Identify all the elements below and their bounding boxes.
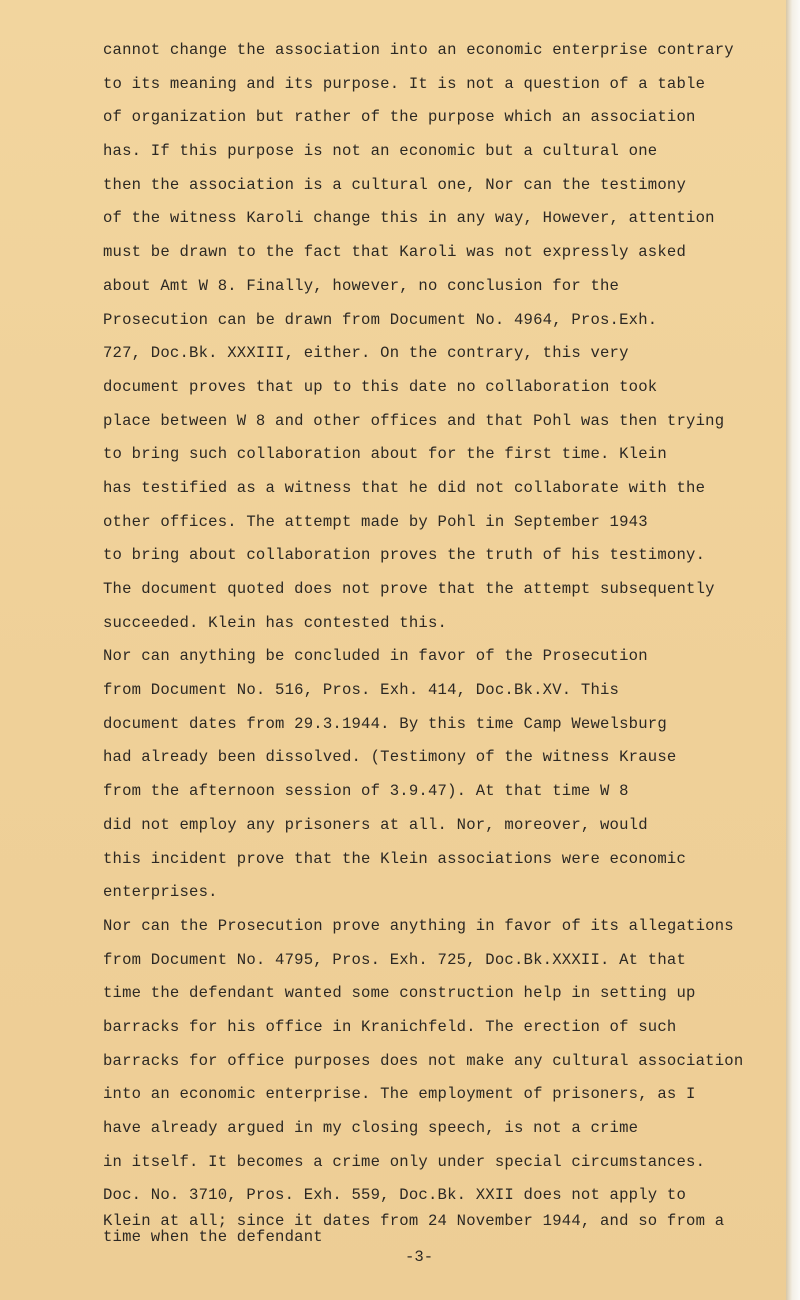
text-line: from the afternoon session of 3.9.47). At that time W 8: [103, 782, 629, 801]
text-line: enterprises.: [103, 883, 218, 902]
text-line: from Document No. 4795, Pros. Exh. 725, Doc.Bk.XXXII. At that: [103, 950, 687, 969]
text-line: then the association is a cultural one, Nor can the testimony: [103, 175, 687, 194]
text-line: in itself. It becomes a crime only under special circumstances.: [103, 1152, 706, 1171]
text-line: barracks for office purposes does not make any cultural association: [103, 1051, 744, 1070]
page-edge-shadow: [786, 0, 800, 1300]
text-line: document proves that up to this date no collaboration took: [103, 377, 658, 396]
text-line: Klein at all; since it dates from 24 November 1944, and so from a: [103, 1212, 725, 1231]
text-line: to bring such collaboration about for the first time. Klein: [103, 445, 667, 464]
text-line: Doc. No. 3710, Pros. Exh. 559, Doc.Bk. XXII does not apply to: [103, 1186, 687, 1205]
text-line: cannot change the association into an economic enterprise contrary: [103, 41, 734, 59]
document-body: [103, 34, 773, 1245]
text-line: time when the defendant: [103, 1228, 323, 1247]
text-line: have already argued in my closing speech, is not a crime: [103, 1119, 639, 1137]
text-line: Nor can the Prosecution prove anything in favor of its allegations: [103, 916, 734, 935]
text-line: place between W 8 and other offices and that Pohl was then trying: [103, 411, 725, 430]
text-line: has testified as a witness that he did not collaborate with the: [103, 478, 706, 497]
page-number: -3-: [405, 1248, 434, 1266]
text-line: document dates from 29.3.1944. By this time Camp Wewelsburg: [103, 714, 667, 733]
text-line: of organization but rather of the purpose which an association: [103, 108, 696, 127]
text-line: this incident prove that the Klein associations were economic: [103, 849, 687, 868]
text-line: has. If this purpose is not an economic but a cultural one: [103, 142, 658, 161]
text-line: time the defendant wanted some construction help in setting up: [103, 984, 696, 1003]
text-line: barracks for his office in Kranichfeld. The erection of such: [103, 1017, 677, 1036]
text-line: must be drawn to the fact that Karoli was not expressly asked: [103, 243, 687, 262]
text-line: succeeded. Klein has contested this.: [103, 613, 448, 632]
text-line: from Document No. 516, Pros. Exh. 414, Doc.Bk.XV. This: [103, 681, 620, 700]
text-line: to its meaning and its purpose. It is not a question of a table: [103, 74, 706, 93]
text-line: had already been dissolved. (Testimony of the witness Krause: [103, 748, 677, 767]
text-line: to bring about collaboration proves the truth of his testimony.: [103, 546, 706, 565]
text-line: Nor can anything be concluded in favor of the Prosecution: [103, 647, 648, 666]
text-line: of the witness Karoli change this in any way, However, attention: [103, 209, 715, 228]
text-line: other offices. The attempt made by Pohl in September 1943: [103, 512, 648, 531]
text-line: into an economic enterprise. The employment of prisoners, as I: [103, 1085, 696, 1104]
text-line: 727, Doc.Bk. XXXIII, either. On the contrary, this very: [103, 344, 629, 363]
text-line: The document quoted does not prove that the attempt subsequently: [103, 580, 715, 598]
text-line: did not employ any prisoners at all. Nor, moreover, would: [103, 815, 648, 834]
text-line: about Amt W 8. Finally, however, no conclusion for the: [103, 276, 620, 295]
text-line: Prosecution can be drawn from Document No. 4964, Pros.Exh.: [103, 310, 658, 329]
